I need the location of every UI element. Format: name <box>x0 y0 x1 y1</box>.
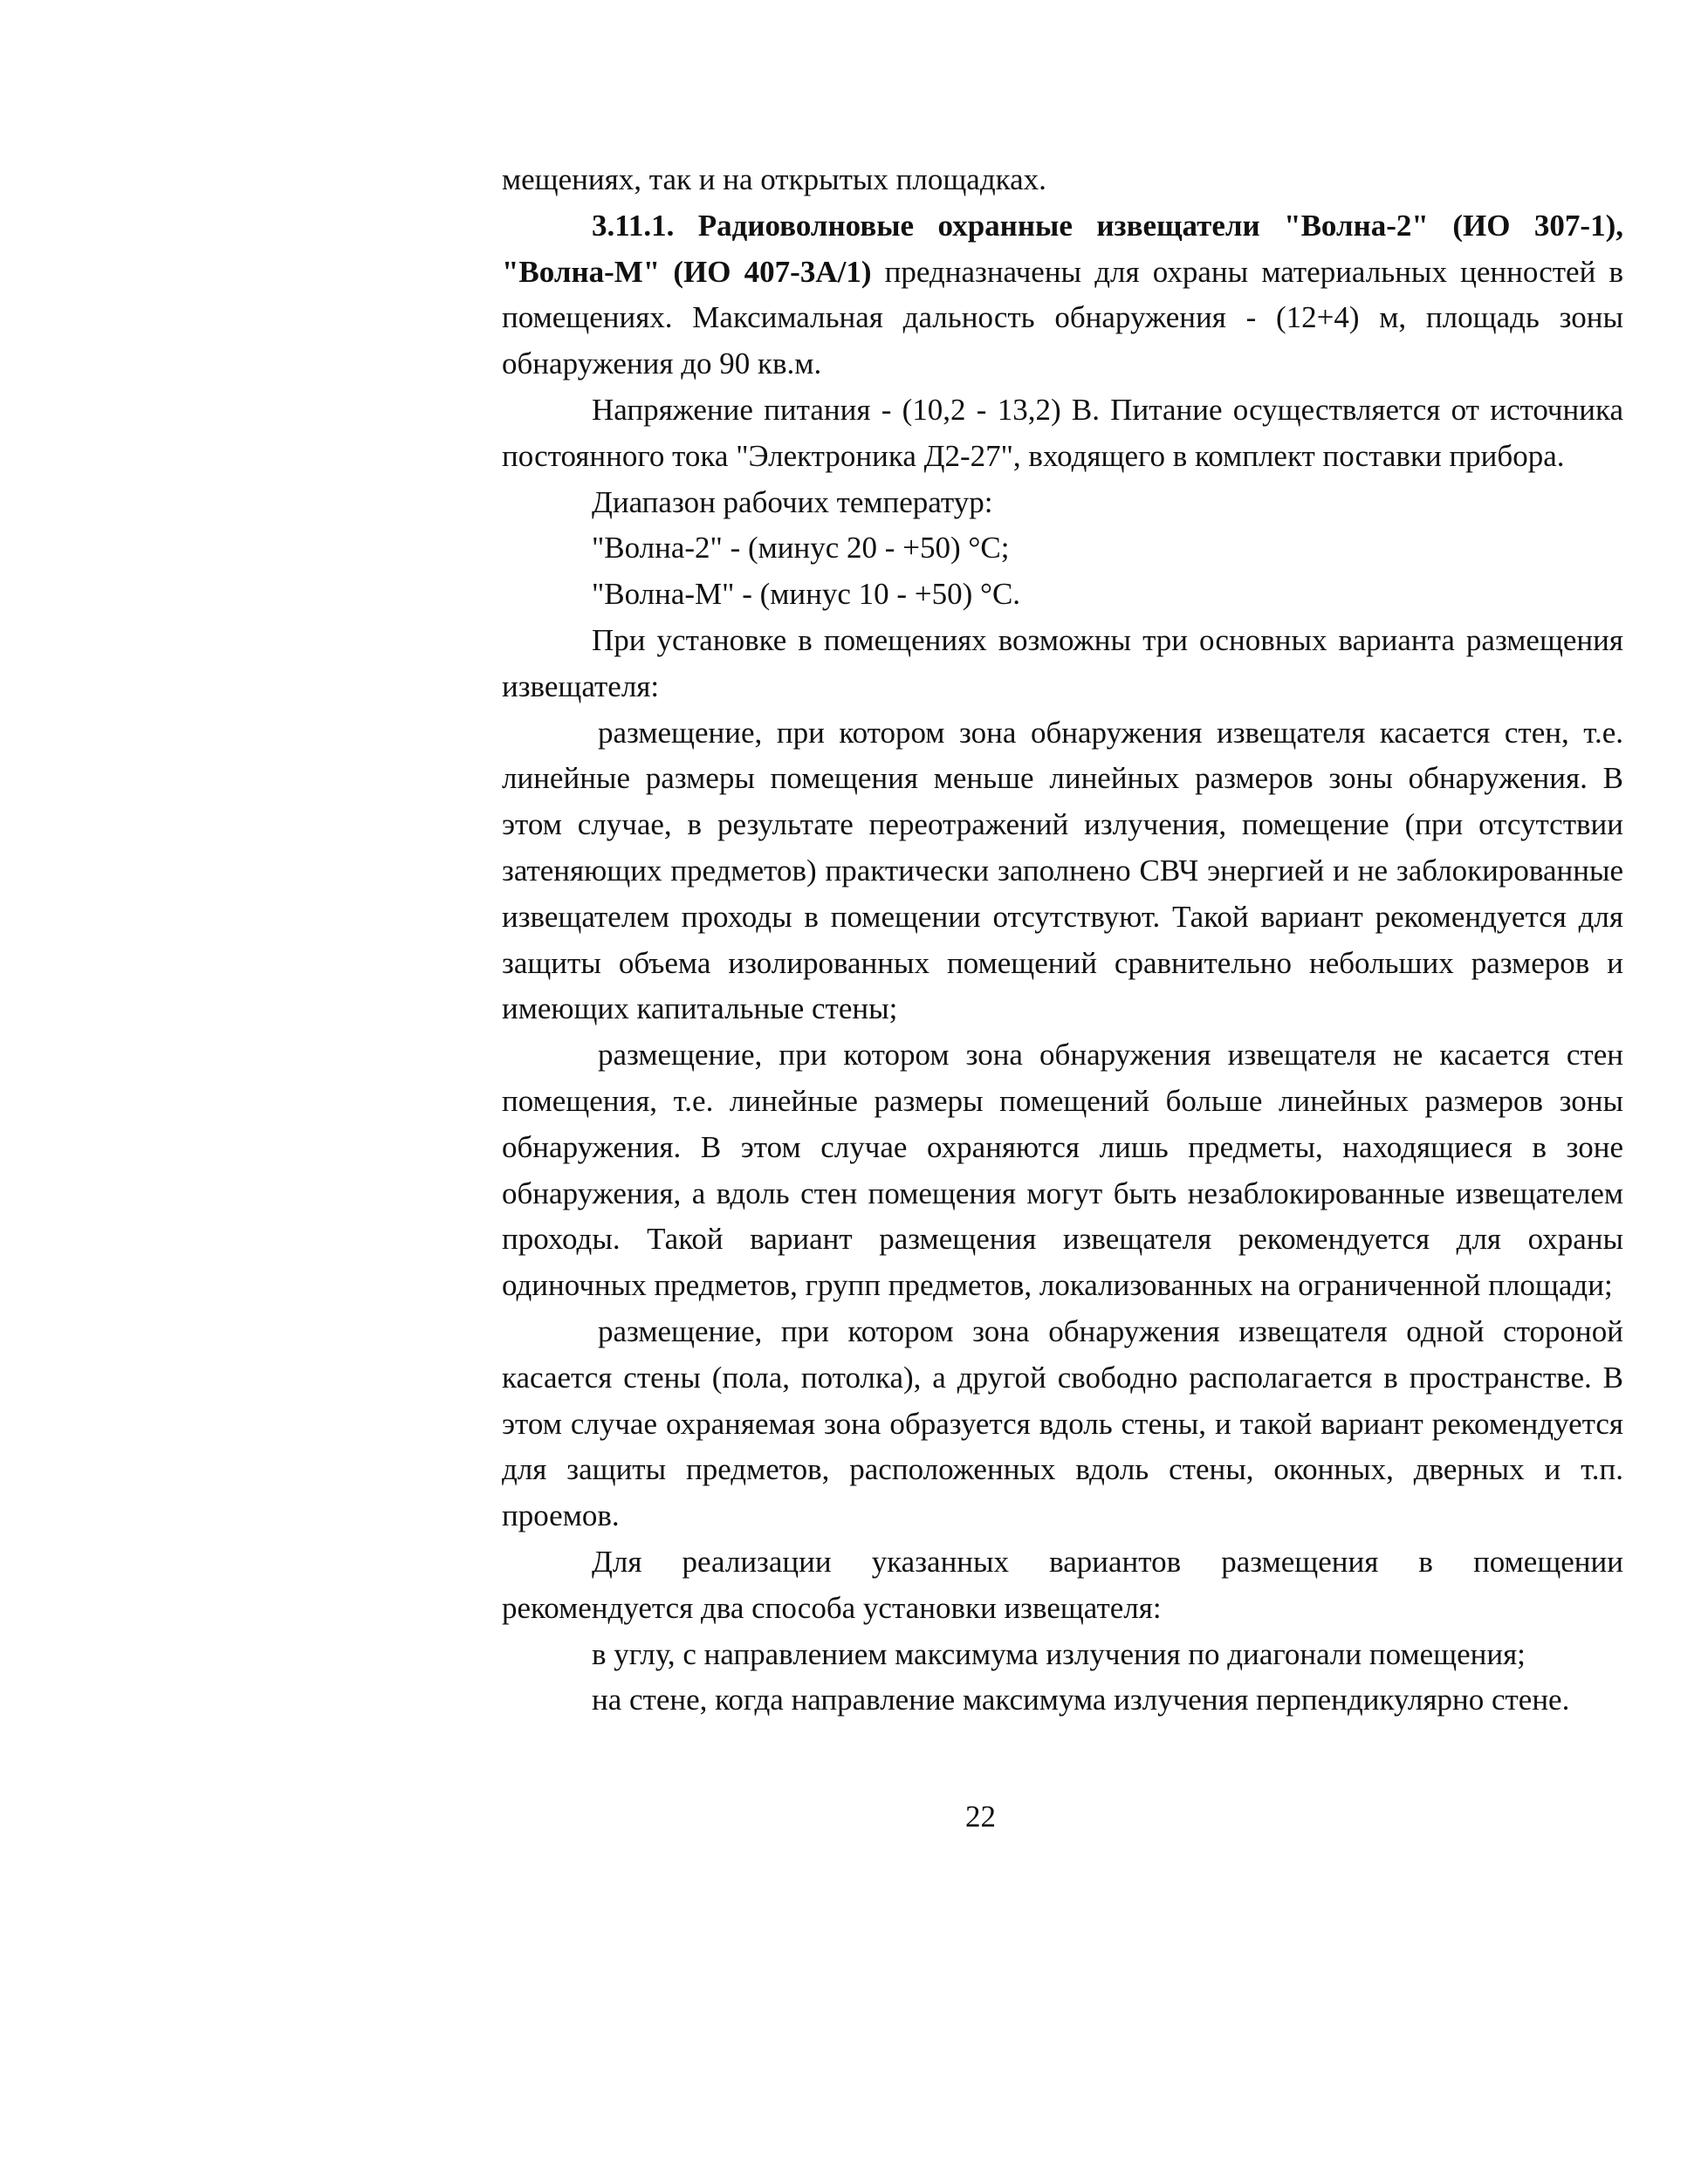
paragraph-temperature-range: Диапазон рабочих температур: <box>592 484 993 519</box>
section-text: предназначены для охраны материальных ценностей в помещениях. Максимальная дальность обнаружения - (12+4) м, площадь зоны обнаружения до 90 кв.м. <box>502 254 1623 381</box>
placement-option-1: размещение, при котором зона обнаружения извещателя касается стен, т.е. линейные размеры помещения меньше линейных размеров зоны обнаружения. В этом случае, в результате переотражений излучения, помещение (при отсутствии затеняющих предметов) практически заполнено СВЧ энергией и не заблокированные извещателем проходы в помещении отсутствуют. Такой вариант рекомендуется для защиты объема изолированных помещений сравнительно небольших размеров и имеющих капитальные стены; <box>502 715 1623 1026</box>
placement-option-3: размещение, при котором зона обнаружения извещателя одной стороной касается стены (пола, потолка), а другой свободно располагается в пространстве. В этом случае охраняемая зона образуется вдоль стены, и такой вариант рекомендуется для защиты предметов, расположенных вдоль стены, оконных, дверных и т.п. проемов. <box>502 1313 1623 1533</box>
section-heading: 3.11.1. Радиоволновые охранные извещатели "Волна-2" (ИО 307-1), "Волна-М" (ИО 407-3А/1) <box>502 208 1623 289</box>
paragraph-installation-methods: Для реализации указанных вариантов размещения в помещении рекомендуется два способа установки извещателя: <box>502 1544 1623 1625</box>
temperature-volna-2: "Волна-2" - (минус 20 - +50) °С; <box>592 531 1010 566</box>
placement-option-2: размещение, при котором зона обнаружения извещателя не касается стен помещения, т.е. линейные размеры помещений больше линейных размеров зоны обнаружения. В этом случае охраняются лишь предметы, находящиеся в зоне обнаружения, а вдоль стен помещения могут быть незаблокированные извещателем проходы. Такой вариант размещения извещателя рекомендуется для охраны одиночных предметов, групп предметов, локализованных на ограниченной площади; <box>502 1038 1623 1303</box>
paragraph-continuation: мещениях, так и на открытых площадках. <box>502 162 1046 196</box>
temperature-volna-m: "Волна-М" - (минус 10 - +50) °С. <box>592 577 1021 612</box>
installation-method-corner: в углу, с направлением максимума излучения по диагонали помещения; <box>592 1636 1526 1671</box>
installation-method-wall: на стене, когда направление максимума излучения перпендикулярно стене. <box>592 1683 1570 1717</box>
document-body <box>502 157 1623 1724</box>
paragraph-placement-options: При установке в помещениях возможны три основных варианта размещения извещателя: <box>502 622 1623 703</box>
paragraph-power-supply: Напряжение питания - (10,2 - 13,2) В. Питание осуществляется от источника постоянного тока "Электроника Д2-27", входящего в комплект поставки прибора. <box>502 392 1623 473</box>
page-number: 22 <box>965 1800 996 1834</box>
paragraph-section-3-11-1 <box>502 203 1623 387</box>
